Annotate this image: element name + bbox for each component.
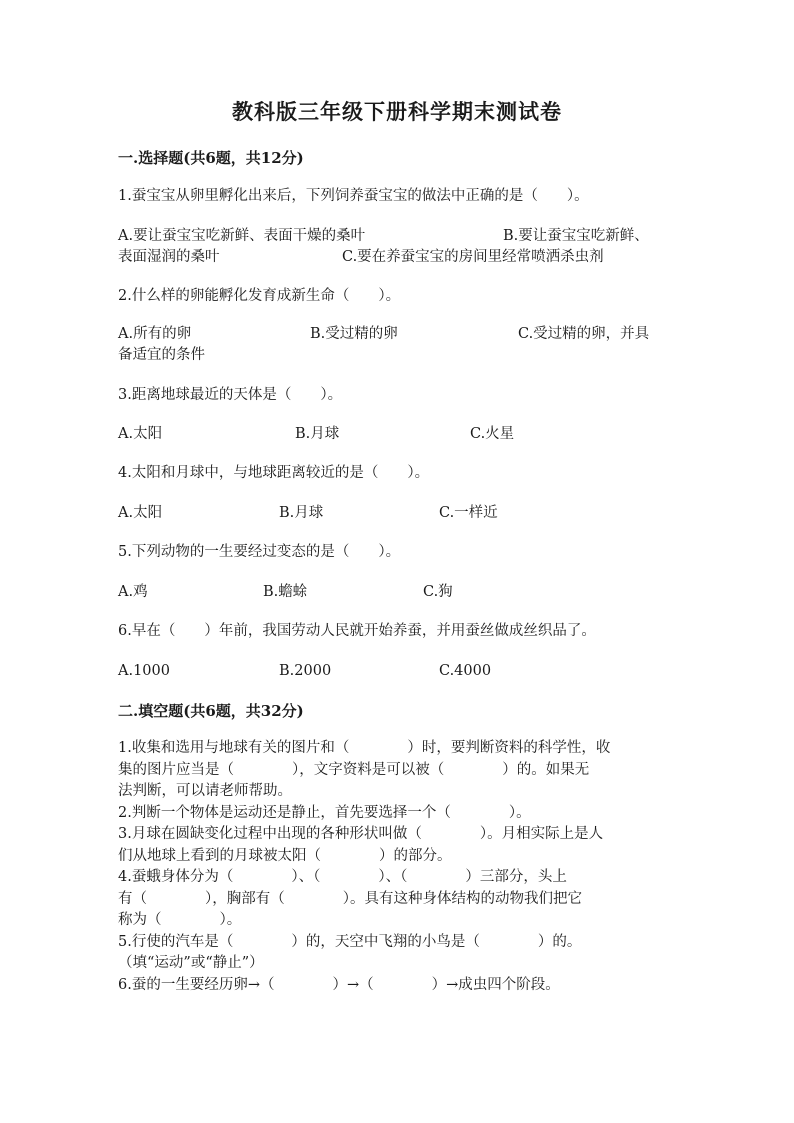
option-b: B.2000 bbox=[279, 663, 332, 679]
option-a: A.所有的卵 bbox=[118, 326, 192, 342]
option-c: C.受过精的卵，并具 bbox=[518, 326, 650, 342]
option-b: B.受过精的卵 bbox=[310, 326, 398, 342]
fill-line: 集的图片应当是（ ），文字资料是可以被（ ）的。如果无 bbox=[118, 761, 590, 778]
question-options bbox=[118, 661, 678, 683]
option-b: B.月球 bbox=[279, 505, 324, 521]
question-stem: 1.蚕宝宝从卵里孵化出来后，下列饲养蚕宝宝的做法中正确的是（ ）。 bbox=[118, 188, 589, 204]
fill-line: 们从地球上看到的月球被太阳（ ）的部分。 bbox=[118, 847, 452, 864]
option-c: C.火星 bbox=[470, 426, 515, 442]
option-b: B.要让蚕宝宝吃新鲜、 bbox=[503, 228, 649, 244]
fill-in-questions bbox=[118, 738, 678, 996]
option-c-continued: 备适宜的条件 bbox=[118, 347, 205, 363]
option-b: B.月球 bbox=[295, 426, 340, 442]
question-options bbox=[118, 324, 678, 368]
option-c: C.狗 bbox=[423, 584, 453, 600]
option-a: A.1000 bbox=[118, 663, 170, 679]
option-a: A.太阳 bbox=[118, 426, 163, 442]
option-c: C.一样近 bbox=[439, 505, 498, 521]
fill-line: 2.判断一个物体是运动还是静止，首先要选择一个（ ）。 bbox=[118, 804, 531, 821]
fill-line: 有（ ），胸部有（ ）。具有这种身体结构的动物我们把它 bbox=[118, 890, 582, 907]
fill-line: 称为（ ）。 bbox=[118, 912, 242, 928]
page-title: 教科版三年级下册科学期末测试卷 bbox=[232, 99, 562, 124]
option-a: A.太阳 bbox=[118, 505, 163, 521]
option-b-continued: 表面湿润的桑叶 bbox=[118, 249, 220, 265]
question-stem: 5.下列动物的一生要经过变态的是（ ）。 bbox=[118, 544, 401, 560]
option-b: B.蟾蜍 bbox=[263, 584, 308, 600]
option-c: C.要在养蚕宝宝的房间里经常喷洒杀虫剂 bbox=[342, 249, 604, 265]
question-options bbox=[118, 226, 678, 270]
question-stem: 3.距离地球最近的天体是（ ）。 bbox=[118, 387, 343, 403]
fill-line: 法判断，可以请老师帮助。 bbox=[118, 783, 292, 799]
question-options bbox=[118, 503, 678, 525]
fill-line: 1.收集和选用与地球有关的图片和（ ）时，要判断资料的科学性，收 bbox=[118, 740, 611, 756]
option-a: A.要让蚕宝宝吃新鲜、表面干燥的桑叶 bbox=[118, 228, 366, 244]
section-heading-choice: 一.选择题(共6题，共12分) bbox=[118, 149, 304, 167]
fill-line: 6.蚕的一生要经历卵→（ ）→（ ）→成虫四个阶段。 bbox=[118, 976, 560, 993]
section-heading-fill: 二.填空题(共6题，共32分) bbox=[118, 702, 304, 720]
question-stem: 2.什么样的卵能孵化发育成新生命（ ）。 bbox=[118, 288, 401, 304]
question-stem: 4.太阳和月球中，与地球距离较近的是（ ）。 bbox=[118, 465, 430, 481]
option-c: C.4000 bbox=[439, 663, 492, 679]
question-stem: 6.早在（ ）年前，我国劳动人民就开始养蚕，并用蚕丝做成丝织品了。 bbox=[118, 623, 596, 639]
fill-line: 4.蚕蛾身体分为（ ）、（ ）、（ ）三部分，头上 bbox=[118, 869, 567, 885]
fill-line: （填“运动”或“静止”） bbox=[118, 955, 264, 971]
option-a: A.鸡 bbox=[118, 584, 148, 600]
fill-line: 5.行使的汽车是（ ）的，天空中飞翔的小鸟是（ ）的。 bbox=[118, 933, 582, 950]
fill-line: 3.月球在圆缺变化过程中出现的各种形状叫做（ ）。月相实际上是人 bbox=[118, 826, 604, 842]
question-options bbox=[118, 582, 678, 604]
question-options bbox=[118, 424, 678, 446]
